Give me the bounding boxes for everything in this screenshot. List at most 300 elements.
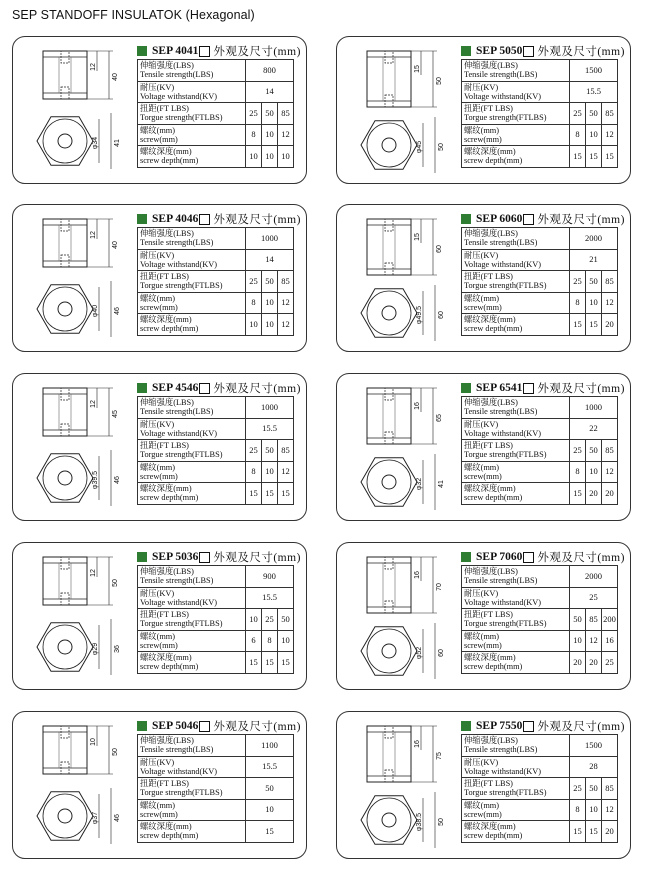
dimension-thread-diameter: φ52 [416, 646, 423, 660]
spec-value: 25 [570, 103, 586, 125]
spec-value: 10 [262, 292, 278, 314]
spec-value: 15 [570, 146, 586, 168]
spec-value: 25 [570, 778, 586, 800]
spec-label-en: Voltage withstand(KV) [464, 91, 542, 101]
spec-label-en: screw(mm) [140, 134, 178, 144]
spec-value: 20 [586, 483, 602, 505]
product-heading [461, 549, 625, 565]
spec-label-cn: 螺纹(mm) [140, 462, 176, 472]
dimension-height: 50 [436, 77, 443, 85]
dimension-inner-height: 16 [414, 402, 421, 410]
spec-label [138, 778, 246, 800]
spec-value: 50 [586, 440, 602, 462]
checkbox-square-icon [523, 214, 534, 225]
green-square-icon [461, 214, 471, 224]
spec-value: 10 [570, 630, 586, 652]
spec-value: 15 [602, 146, 618, 168]
spec-label-en: Tensile strength(LBS) [464, 407, 538, 417]
product-card [12, 36, 307, 184]
spec-label [462, 461, 570, 483]
spec-value: 85 [278, 440, 294, 462]
spec-row [462, 609, 618, 631]
side-view-drawing [43, 557, 119, 605]
spec-label [462, 81, 570, 103]
spec-label-en: Tensile strength(LBS) [140, 576, 214, 586]
spec-value: 12 [602, 799, 618, 821]
spec-label [462, 124, 570, 146]
spec-value: 15 [246, 821, 294, 843]
insulator-body [43, 388, 87, 436]
end-view-drawing [37, 281, 121, 337]
spec-label [138, 799, 246, 821]
spec-label [462, 146, 570, 168]
spec-value: 8 [570, 461, 586, 483]
spec-value: 8 [570, 124, 586, 146]
green-square-icon [461, 383, 471, 393]
spec-value: 15 [262, 652, 278, 674]
spec-value: 50 [246, 778, 294, 800]
spec-label [138, 124, 246, 146]
spec-value: 12 [278, 124, 294, 146]
spec-label-en: Torgue strength(FTLBS) [140, 619, 223, 629]
spec-row [462, 630, 618, 652]
spec-row [138, 630, 294, 652]
hexagon-outline [37, 623, 93, 671]
spec-label-cn: 耐压(KV) [140, 757, 175, 767]
spec-label-en: screw depth(mm) [140, 324, 199, 334]
spec-label-en: screw depth(mm) [464, 493, 523, 503]
spec-row [138, 60, 294, 82]
spec-row [462, 292, 618, 314]
dimension-thread-diameter: φ37 [92, 811, 99, 825]
spec-value: 1500 [570, 60, 618, 82]
spec-label [462, 799, 570, 821]
spec-label [462, 483, 570, 505]
spec-label [138, 314, 246, 336]
spec-value: 10 [586, 292, 602, 314]
spec-label-en: screw depth(mm) [464, 156, 523, 166]
heading-suffix: 外观及尺寸(mm) [213, 214, 301, 226]
dimension-height: 70 [436, 583, 443, 591]
spec-label-en: Voltage withstand(KV) [140, 259, 218, 269]
spec-label [138, 566, 246, 588]
spec-row [138, 609, 294, 631]
model-number: SEP 5036 [152, 551, 199, 563]
spec-value: 15 [246, 652, 262, 674]
spec-value: 50 [586, 778, 602, 800]
spec-value: 50 [586, 103, 602, 125]
heading-suffix: 外观及尺寸(mm) [537, 46, 625, 58]
spec-label [138, 271, 246, 293]
spec-label [462, 249, 570, 271]
spec-label-cn: 扭距(FT LBS) [140, 779, 189, 789]
spec-value: 8 [246, 292, 262, 314]
spec-value: 25 [246, 271, 262, 293]
spec-label-en: screw depth(mm) [464, 662, 523, 672]
checkbox-square-icon [523, 552, 534, 563]
spec-label [138, 756, 246, 778]
hexagon-outline [37, 285, 93, 333]
spec-value: 12 [586, 630, 602, 652]
spec-label-en: Torgue strength(FTLBS) [140, 113, 223, 123]
spec-label [138, 587, 246, 609]
spec-label-cn: 螺纹(mm) [464, 125, 500, 135]
spec-row [138, 652, 294, 674]
product-card [336, 204, 631, 352]
spec-value: 10 [246, 799, 294, 821]
spec-label [462, 271, 570, 293]
spec-label-en: Voltage withstand(KV) [464, 259, 542, 269]
spec-value: 50 [278, 609, 294, 631]
spec-label-cn: 螺纹深度(mm) [464, 822, 516, 832]
spec-label [138, 652, 246, 674]
dimension-diameter: 50 [438, 818, 445, 826]
spec-row [462, 124, 618, 146]
spec-label-en: Voltage withstand(KV) [464, 766, 542, 776]
green-square-icon [137, 383, 147, 393]
spec-row [138, 778, 294, 800]
spec-label-en: Tensile strength(LBS) [464, 576, 538, 586]
spec-value: 10 [586, 799, 602, 821]
spec-value: 85 [278, 271, 294, 293]
spec-label-en: screw depth(mm) [140, 831, 199, 841]
product-heading [137, 211, 301, 227]
spec-value: 20 [602, 314, 618, 336]
spec-value: 12 [278, 461, 294, 483]
spec-label-cn: 螺纹深度(mm) [140, 484, 192, 494]
insulator-body [367, 726, 411, 782]
spec-row [138, 587, 294, 609]
spec-row [462, 249, 618, 271]
dimension-height: 40 [112, 73, 119, 81]
spec-label [462, 630, 570, 652]
model-number: SEP 4546 [152, 382, 199, 394]
product-card [336, 542, 631, 690]
spec-label-en: screw(mm) [464, 809, 502, 819]
product-heading [461, 718, 625, 734]
drawing-canvas [21, 382, 131, 514]
spec-label-cn: 耐压(KV) [464, 250, 499, 260]
spec-label-cn: 伸缩强度(LBS) [140, 229, 194, 239]
spec-label-en: Tensile strength(LBS) [140, 745, 214, 755]
spec-label-cn: 扭距(FT LBS) [464, 272, 513, 282]
spec-label [462, 821, 570, 843]
spec-value: 1100 [246, 735, 294, 757]
spec-value: 2000 [570, 228, 618, 250]
end-view-drawing [37, 788, 121, 844]
spec-label-en: Torgue strength(FTLBS) [464, 619, 547, 629]
model-number: SEP 7060 [476, 551, 523, 563]
spec-table [461, 227, 618, 336]
spec-label [138, 609, 246, 631]
spec-value: 12 [602, 124, 618, 146]
heading-suffix: 外观及尺寸(mm) [537, 552, 625, 564]
spec-label-en: screw(mm) [140, 302, 178, 312]
insulator-drawing [345, 45, 455, 177]
spec-label-cn: 螺纹(mm) [140, 631, 176, 641]
spec-table [461, 734, 618, 843]
spec-row [462, 756, 618, 778]
end-view-drawing [361, 454, 445, 510]
spec-row [138, 228, 294, 250]
spec-row [462, 483, 618, 505]
spec-label-cn: 螺纹(mm) [464, 631, 500, 641]
spec-value: 15 [570, 314, 586, 336]
dimension-inner-height: 15 [414, 65, 421, 73]
spec-value: 85 [602, 271, 618, 293]
spec-value: 14 [246, 249, 294, 271]
spec-value: 2000 [570, 566, 618, 588]
spec-value: 800 [246, 60, 294, 82]
insulator-body [43, 219, 87, 267]
insulator-drawing [21, 551, 131, 683]
heading-suffix: 外观及尺寸(mm) [537, 721, 625, 733]
spec-label-en: Tensile strength(LBS) [140, 407, 214, 417]
dimension-thread-diameter: φ39.5 [92, 470, 99, 490]
insulator-drawing [345, 720, 455, 852]
dimension-height: 75 [436, 752, 443, 760]
spec-label-cn: 螺纹深度(mm) [464, 147, 516, 157]
spec-label-en: screw depth(mm) [464, 831, 523, 841]
dimension-diameter: 50 [438, 143, 445, 151]
spec-row [462, 440, 618, 462]
hexagon-outline [361, 627, 417, 675]
spec-row [138, 249, 294, 271]
spec-value: 10 [246, 146, 262, 168]
model-number: SEP 4041 [152, 45, 199, 57]
spec-label [138, 249, 246, 271]
spec-label-cn: 耐压(KV) [140, 82, 175, 92]
product-heading [461, 43, 625, 59]
insulator-body [43, 726, 87, 774]
spec-value: 12 [278, 314, 294, 336]
model-number: SEP 5046 [152, 720, 199, 732]
spec-value: 1500 [570, 735, 618, 757]
hexagon-outline [361, 289, 417, 337]
spec-value: 20 [570, 652, 586, 674]
spec-label-en: screw(mm) [464, 640, 502, 650]
side-view-drawing [43, 219, 119, 267]
spec-row [138, 483, 294, 505]
spec-label [462, 652, 570, 674]
spec-value: 15 [586, 821, 602, 843]
heading-suffix: 外观及尺寸(mm) [213, 383, 301, 395]
spec-label-cn: 扭距(FT LBS) [140, 610, 189, 620]
drawing-canvas [21, 720, 131, 852]
spec-label [462, 566, 570, 588]
dimension-diameter: 41 [438, 480, 445, 488]
spec-value: 15 [570, 821, 586, 843]
spec-label-cn: 伸缩强度(LBS) [464, 398, 518, 408]
spec-value: 50 [570, 609, 586, 631]
spec-value: 8 [570, 292, 586, 314]
drawing-canvas [21, 551, 131, 683]
spec-label-cn: 螺纹(mm) [464, 293, 500, 303]
spec-label [462, 314, 570, 336]
heading-suffix: 外观及尺寸(mm) [213, 721, 301, 733]
dimension-inner-height: 12 [90, 231, 97, 239]
spec-value: 85 [602, 778, 618, 800]
spec-label [138, 440, 246, 462]
spec-value: 85 [602, 103, 618, 125]
spec-label-cn: 扭距(FT LBS) [140, 441, 189, 451]
insulator-body [43, 557, 87, 605]
spec-row [138, 397, 294, 419]
spec-row [138, 81, 294, 103]
dimension-height: 60 [436, 245, 443, 253]
spec-label [462, 778, 570, 800]
spec-label-en: Tensile strength(LBS) [140, 238, 214, 248]
spec-row [138, 124, 294, 146]
green-square-icon [137, 552, 147, 562]
spec-value: 10 [278, 146, 294, 168]
model-number: SEP 4046 [152, 213, 199, 225]
green-square-icon [461, 46, 471, 56]
checkbox-square-icon [199, 383, 210, 394]
insulator-body [367, 219, 411, 275]
drawing-canvas [345, 45, 455, 177]
spec-value: 14 [246, 81, 294, 103]
spec-label-cn: 伸缩强度(LBS) [464, 61, 518, 71]
spec-value: 15 [278, 652, 294, 674]
spec-value: 85 [602, 440, 618, 462]
spec-label [138, 821, 246, 843]
spec-value: 10 [246, 314, 262, 336]
insulator-body [43, 51, 87, 99]
spec-row [462, 461, 618, 483]
product-heading [137, 549, 301, 565]
spec-label-cn: 扭距(FT LBS) [464, 610, 513, 620]
spec-label [138, 146, 246, 168]
spec-row [138, 418, 294, 440]
spec-value: 200 [602, 609, 618, 631]
dimension-inner-height: 12 [90, 400, 97, 408]
spec-label-cn: 螺纹(mm) [140, 293, 176, 303]
checkbox-square-icon [523, 383, 534, 394]
dimension-height: 45 [112, 410, 119, 418]
spec-row [462, 652, 618, 674]
spec-label-en: screw depth(mm) [464, 324, 523, 334]
product-card [12, 373, 307, 521]
insulator-drawing [21, 45, 131, 177]
spec-table [461, 565, 618, 674]
dimension-thread-diameter: φ34 [92, 136, 99, 150]
insulator-drawing [21, 382, 131, 514]
product-heading [137, 380, 301, 396]
dimension-thread-diameter: φ38.5 [416, 812, 423, 832]
spec-value: 85 [586, 609, 602, 631]
spec-table [137, 59, 294, 168]
spec-label-en: Tensile strength(LBS) [464, 238, 538, 248]
insulator-body [367, 557, 411, 613]
side-view-drawing [367, 388, 443, 444]
spec-label [462, 228, 570, 250]
side-view-drawing [43, 51, 119, 99]
drawing-canvas [345, 720, 455, 852]
spec-table [461, 59, 618, 168]
side-view-drawing [367, 557, 443, 613]
heading-suffix: 外观及尺寸(mm) [213, 552, 301, 564]
spec-row [138, 440, 294, 462]
spec-row [138, 146, 294, 168]
spec-label-cn: 伸缩强度(LBS) [140, 61, 194, 71]
spec-label-en: screw(mm) [140, 640, 178, 650]
checkbox-square-icon [199, 552, 210, 563]
spec-label-cn: 螺纹深度(mm) [140, 653, 192, 663]
spec-label-en: Voltage withstand(KV) [464, 597, 542, 607]
dimension-inner-height: 10 [90, 738, 97, 746]
spec-label-en: Voltage withstand(KV) [140, 428, 218, 438]
spec-label [462, 103, 570, 125]
spec-label-cn: 螺纹深度(mm) [140, 315, 192, 325]
spec-value: 10 [262, 124, 278, 146]
end-view-drawing [361, 623, 445, 679]
spec-label-en: Voltage withstand(KV) [464, 428, 542, 438]
spec-label [138, 228, 246, 250]
spec-label-cn: 耐压(KV) [140, 250, 175, 260]
spec-label-cn: 伸缩强度(LBS) [464, 736, 518, 746]
green-square-icon [137, 214, 147, 224]
spec-row [462, 821, 618, 843]
spec-table [137, 565, 294, 674]
spec-label [462, 587, 570, 609]
spec-row [138, 461, 294, 483]
spec-row [138, 799, 294, 821]
spec-row [138, 566, 294, 588]
spec-label [138, 735, 246, 757]
spec-value: 15 [586, 314, 602, 336]
spec-label [462, 418, 570, 440]
spec-label-cn: 耐压(KV) [140, 419, 175, 429]
spec-table [137, 396, 294, 505]
hexagon-outline [361, 121, 417, 169]
spec-label-cn: 螺纹深度(mm) [140, 147, 192, 157]
green-square-icon [137, 721, 147, 731]
checkbox-square-icon [523, 46, 534, 57]
product-card [336, 36, 631, 184]
spec-label-cn: 伸缩强度(LBS) [140, 567, 194, 577]
dimension-thread-diameter: φ40 [92, 304, 99, 318]
drawing-canvas [345, 551, 455, 683]
spec-value: 15.5 [246, 418, 294, 440]
page-title: SEP STANDOFF INSULATOK (Hexagonal) [12, 8, 255, 22]
spec-value: 10 [262, 461, 278, 483]
dimension-diameter: 46 [114, 476, 121, 484]
spec-label-cn: 螺纹深度(mm) [464, 653, 516, 663]
product-card [336, 711, 631, 859]
spec-label [462, 60, 570, 82]
insulator-drawing [21, 213, 131, 345]
dimension-height: 40 [112, 241, 119, 249]
spec-label [462, 756, 570, 778]
spec-label-cn: 螺纹深度(mm) [140, 822, 192, 832]
spec-value: 1000 [570, 397, 618, 419]
hexagon-outline [37, 117, 93, 165]
side-view-drawing [367, 51, 443, 107]
hexagon-outline [37, 454, 93, 502]
checkbox-square-icon [523, 721, 534, 732]
spec-label-cn: 伸缩强度(LBS) [140, 398, 194, 408]
spec-row [462, 778, 618, 800]
dimension-thread-diameter: φ32 [416, 477, 423, 491]
spec-value: 25 [246, 103, 262, 125]
spec-value: 8 [246, 124, 262, 146]
spec-row [462, 146, 618, 168]
insulator-drawing [21, 720, 131, 852]
spec-label [462, 735, 570, 757]
spec-value: 12 [602, 461, 618, 483]
spec-row [462, 271, 618, 293]
